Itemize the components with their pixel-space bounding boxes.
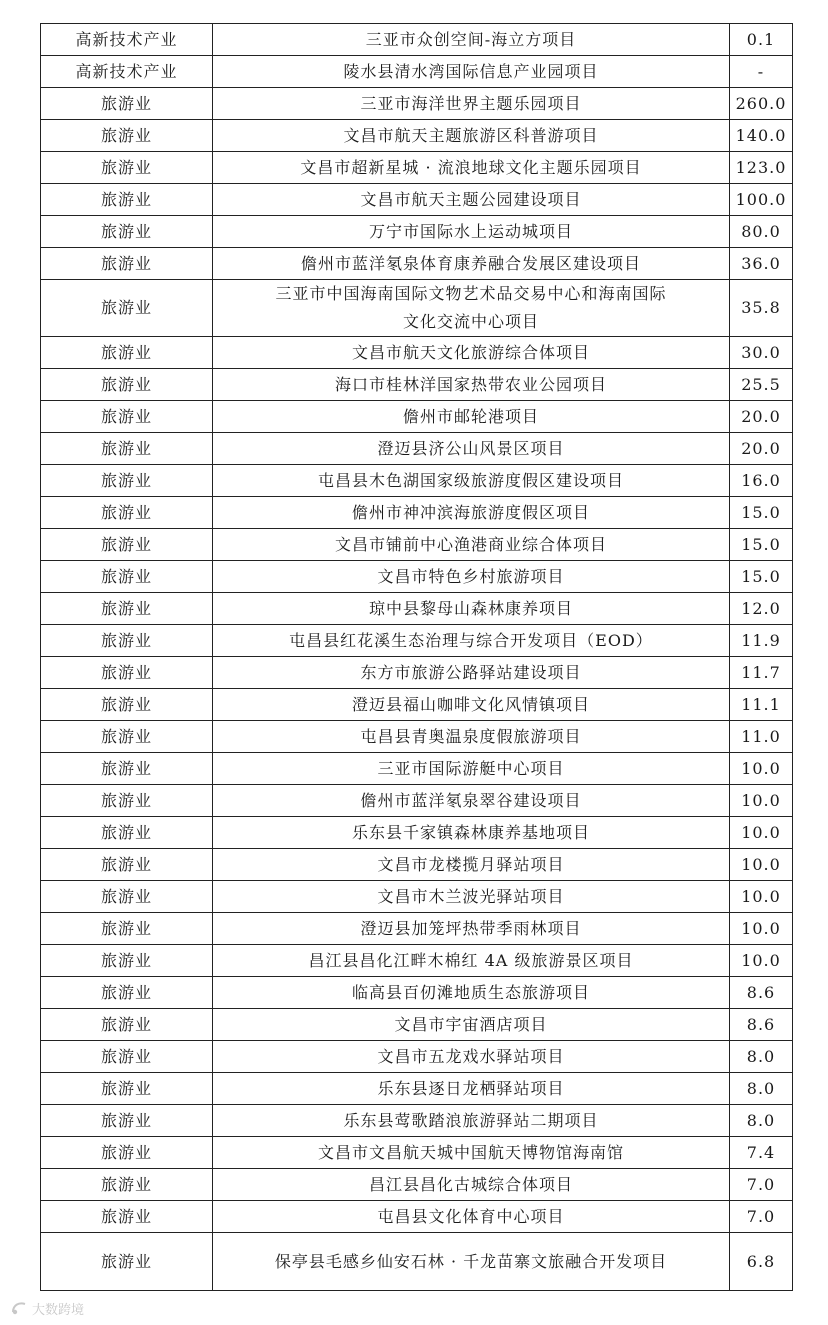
investment-cell: 8.0 (730, 1073, 793, 1105)
project-cell: 文昌市航天文化旅游综合体项目 (213, 337, 730, 369)
investment-cell: 30.0 (730, 337, 793, 369)
investment-cell: 35.8 (730, 280, 793, 337)
industry-cell: 高新技术产业 (41, 24, 213, 56)
project-cell: 三亚市海洋世界主题乐园项目 (213, 88, 730, 120)
project-cell: 琼中县黎母山森林康养项目 (213, 593, 730, 625)
table-row (41, 785, 793, 817)
table-row (41, 401, 793, 433)
industry-cell: 旅游业 (41, 1009, 213, 1041)
project-cell: 屯昌县青奥温泉度假旅游项目 (213, 721, 730, 753)
project-cell: 昌江县昌化古城综合体项目 (213, 1169, 730, 1201)
project-cell: 儋州市蓝洋氡泉体育康养融合发展区建设项目 (213, 248, 730, 280)
industry-cell: 旅游业 (41, 88, 213, 120)
table-row (41, 625, 793, 657)
investment-cell: 11.7 (730, 657, 793, 689)
industry-cell: 旅游业 (41, 529, 213, 561)
table-row (41, 184, 793, 216)
industry-cell: 旅游业 (41, 1073, 213, 1105)
project-cell: 文昌市航天主题公园建设项目 (213, 184, 730, 216)
investment-cell: - (730, 56, 793, 88)
table-row (41, 529, 793, 561)
projects-table (40, 23, 793, 1291)
investment-cell: 15.0 (730, 529, 793, 561)
project-cell: 海口市桂林洋国家热带农业公园项目 (213, 369, 730, 401)
investment-cell: 8.6 (730, 1009, 793, 1041)
table-row (41, 433, 793, 465)
investment-cell: 10.0 (730, 753, 793, 785)
table-row (41, 1233, 793, 1291)
investment-cell: 11.1 (730, 689, 793, 721)
industry-cell: 旅游业 (41, 753, 213, 785)
industry-cell: 旅游业 (41, 248, 213, 280)
table-row (41, 913, 793, 945)
investment-cell: 7.0 (730, 1169, 793, 1201)
industry-cell: 旅游业 (41, 721, 213, 753)
industry-cell: 旅游业 (41, 1201, 213, 1233)
project-cell: 文昌市超新星城 · 流浪地球文化主题乐园项目 (213, 152, 730, 184)
project-cell: 乐东县莺歌踏浪旅游驿站二期项目 (213, 1105, 730, 1137)
investment-cell: 140.0 (730, 120, 793, 152)
table-row (41, 977, 793, 1009)
table-row (41, 280, 793, 337)
investment-cell: 10.0 (730, 945, 793, 977)
investment-cell: 11.0 (730, 721, 793, 753)
industry-cell: 旅游业 (41, 945, 213, 977)
table-row (41, 88, 793, 120)
project-cell: 乐东县逐日龙栖驿站项目 (213, 1073, 730, 1105)
table-row (41, 689, 793, 721)
project-cell: 乐东县千家镇森林康养基地项目 (213, 817, 730, 849)
investment-cell: 6.8 (730, 1233, 793, 1291)
project-cell: 文昌市特色乡村旅游项目 (213, 561, 730, 593)
table-row (41, 1169, 793, 1201)
table-row (41, 497, 793, 529)
project-cell: 陵水县清水湾国际信息产业园项目 (213, 56, 730, 88)
watermark-text: 大数跨境 (32, 1302, 85, 1318)
project-cell: 文昌市木兰波光驿站项目 (213, 881, 730, 913)
project-cell: 三亚市中国海南国际文物艺术品交易中心和海南国际 文化交流中心项目 (213, 280, 730, 337)
industry-cell: 高新技术产业 (41, 56, 213, 88)
investment-cell: 20.0 (730, 401, 793, 433)
investment-cell: 7.0 (730, 1201, 793, 1233)
industry-cell: 旅游业 (41, 1233, 213, 1291)
project-cell: 文昌市文昌航天城中国航天博物馆海南馆 (213, 1137, 730, 1169)
investment-cell: 0.1 (730, 24, 793, 56)
industry-cell: 旅游业 (41, 184, 213, 216)
table-row (41, 1137, 793, 1169)
industry-cell: 旅游业 (41, 401, 213, 433)
industry-cell: 旅游业 (41, 216, 213, 248)
investment-cell: 36.0 (730, 248, 793, 280)
table-row (41, 753, 793, 785)
investment-cell: 123.0 (730, 152, 793, 184)
project-cell: 文昌市铺前中心渔港商业综合体项目 (213, 529, 730, 561)
industry-cell: 旅游业 (41, 1137, 213, 1169)
project-cell: 儋州市蓝洋氡泉翠谷建设项目 (213, 785, 730, 817)
industry-cell: 旅游业 (41, 1169, 213, 1201)
table-row (41, 465, 793, 497)
investment-cell: 10.0 (730, 913, 793, 945)
project-cell: 儋州市邮轮港项目 (213, 401, 730, 433)
project-cell: 文昌市龙楼揽月驿站项目 (213, 849, 730, 881)
project-cell: 文昌市航天主题旅游区科普游项目 (213, 120, 730, 152)
table-row (41, 1009, 793, 1041)
table-row (41, 881, 793, 913)
industry-cell: 旅游业 (41, 785, 213, 817)
industry-cell: 旅游业 (41, 280, 213, 337)
watermark (10, 1298, 84, 1318)
industry-cell: 旅游业 (41, 817, 213, 849)
project-cell: 文昌市五龙戏水驿站项目 (213, 1041, 730, 1073)
industry-cell: 旅游业 (41, 337, 213, 369)
investment-cell: 10.0 (730, 785, 793, 817)
investment-cell: 10.0 (730, 817, 793, 849)
project-cell: 三亚市众创空间-海立方项目 (213, 24, 730, 56)
investment-cell: 8.6 (730, 977, 793, 1009)
investment-cell: 8.0 (730, 1041, 793, 1073)
project-cell: 澄迈县福山咖啡文化风情镇项目 (213, 689, 730, 721)
industry-cell: 旅游业 (41, 881, 213, 913)
project-cell: 昌江县昌化江畔木棉红 4A 级旅游景区项目 (213, 945, 730, 977)
project-cell: 三亚市国际游艇中心项目 (213, 753, 730, 785)
industry-cell: 旅游业 (41, 433, 213, 465)
table-row (41, 721, 793, 753)
table-row (41, 945, 793, 977)
investment-cell: 7.4 (730, 1137, 793, 1169)
table-row (41, 24, 793, 56)
project-cell: 保亭县毛感乡仙安石林 · 千龙苗寨文旅融合开发项目 (213, 1233, 730, 1291)
industry-cell: 旅游业 (41, 369, 213, 401)
table-row (41, 337, 793, 369)
table-row (41, 1041, 793, 1073)
industry-cell: 旅游业 (41, 120, 213, 152)
table-row (41, 152, 793, 184)
project-cell: 文昌市宇宙酒店项目 (213, 1009, 730, 1041)
table-row (41, 817, 793, 849)
investment-cell: 25.5 (730, 369, 793, 401)
industry-cell: 旅游业 (41, 913, 213, 945)
industry-cell: 旅游业 (41, 593, 213, 625)
project-cell: 东方市旅游公路驿站建设项目 (213, 657, 730, 689)
investment-cell: 16.0 (730, 465, 793, 497)
table-row (41, 849, 793, 881)
investment-cell: 12.0 (730, 593, 793, 625)
project-cell: 万宁市国际水上运动城项目 (213, 216, 730, 248)
table-row (41, 369, 793, 401)
investment-cell: 260.0 (730, 88, 793, 120)
logo-icon (10, 1300, 28, 1316)
investment-cell: 100.0 (730, 184, 793, 216)
table-row (41, 1105, 793, 1137)
investment-cell: 11.9 (730, 625, 793, 657)
industry-cell: 旅游业 (41, 1041, 213, 1073)
industry-cell: 旅游业 (41, 152, 213, 184)
table-row (41, 1201, 793, 1233)
table-row (41, 593, 793, 625)
table-row (41, 120, 793, 152)
industry-cell: 旅游业 (41, 465, 213, 497)
investment-cell: 20.0 (730, 433, 793, 465)
project-cell: 澄迈县加笼坪热带季雨林项目 (213, 913, 730, 945)
table-row (41, 248, 793, 280)
project-cell: 儋州市神冲滨海旅游度假区项目 (213, 497, 730, 529)
industry-cell: 旅游业 (41, 561, 213, 593)
table-row (41, 56, 793, 88)
table-row (41, 1073, 793, 1105)
industry-cell: 旅游业 (41, 497, 213, 529)
industry-cell: 旅游业 (41, 689, 213, 721)
industry-cell: 旅游业 (41, 625, 213, 657)
investment-cell: 10.0 (730, 849, 793, 881)
industry-cell: 旅游业 (41, 977, 213, 1009)
project-cell: 屯昌县文化体育中心项目 (213, 1201, 730, 1233)
project-cell: 澄迈县济公山风景区项目 (213, 433, 730, 465)
table-row (41, 561, 793, 593)
investment-cell: 8.0 (730, 1105, 793, 1137)
table-row (41, 657, 793, 689)
investment-cell: 80.0 (730, 216, 793, 248)
investment-cell: 10.0 (730, 881, 793, 913)
table-body (41, 24, 793, 1291)
investment-cell: 15.0 (730, 561, 793, 593)
industry-cell: 旅游业 (41, 657, 213, 689)
table-row (41, 216, 793, 248)
industry-cell: 旅游业 (41, 1105, 213, 1137)
project-cell: 屯昌县木色湖国家级旅游度假区建设项目 (213, 465, 730, 497)
industry-cell: 旅游业 (41, 849, 213, 881)
project-cell: 临高县百仞滩地质生态旅游项目 (213, 977, 730, 1009)
investment-cell: 15.0 (730, 497, 793, 529)
project-cell: 屯昌县红花溪生态治理与综合开发项目（EOD） (213, 625, 730, 657)
